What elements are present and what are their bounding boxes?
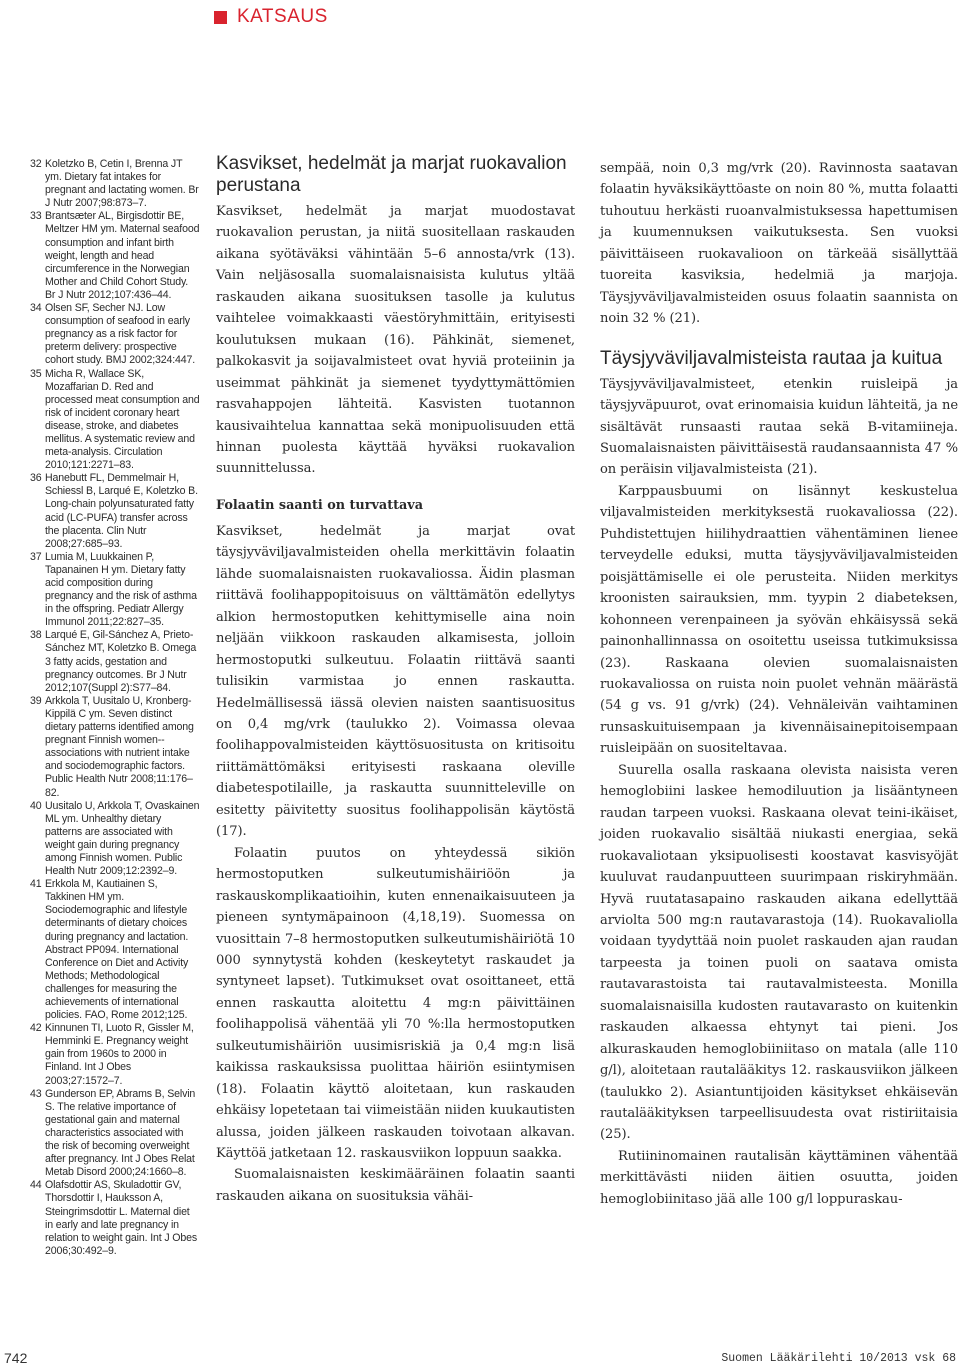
paragraph: Kasvikset, hedelmät ja marjat ovat täysjyväviljavalmisteiden ohella merkittävin folaatin lähde suomalaisnaisten ruokavaliossa. Äidin plasman riittävä foolihappopitoisuus on välttämätön edellytys alkion hermostoputken kehittymiselle aina noin neljään viikkoon raskauden alkamisesta, jolloin hermostoputki sulkeutuu. Folaatin riittävä saanti tulisikin varmistaa jo ennen raskautta. Hedelmällisessä iässä olevien naisten saantisuositus on 0,4 mg/vrk (taulukko 2). Voimassa olevaa foolihappovalmisteiden käyttösuositusta on kritisoitu riittämättömäksi erityisesti raskaana oleville diabetespotilaille, ja raskautta suunnitteleville on esitetty päivitetty suositus foolihappolisän käytöstä (17). <box>216 523 575 840</box>
reference-item <box>30 878 200 1022</box>
reference-number: 41 <box>30 878 42 891</box>
reference-text: Uusitalo U, Arkkola T, Ovaskainen ML ym. Unhealthy dietary patterns are associated with weight gain during pregnancy among Finnish women. Public Health Nutr 2009;12:2392–9. <box>45 799 200 878</box>
reference-number: 39 <box>30 694 42 707</box>
reference-item <box>30 158 200 210</box>
references-list <box>30 158 200 1258</box>
page-number: 742 <box>4 1350 28 1366</box>
paragraph: Folaatin puutos on yhteydessä sikiön hermostoputken sulkeutumishäiriöön ja raskauskomplikaatioihin, kuten ennenaikaisuuteen ja pieneen syntymäpainoon (4,18,19). Suomessa on vuosittain 7–8 hermostoputken sulkeutumishäiriötä 10 000 synnytystä kohden (keskeytetyt raskaudet ja syntyneet lapset). Tutkimukset ovat osoittaneet, että ennen raskautta aloitettu 4 mg:n päivittäinen foolihappolisä vähentää yli 70 %:lla hermostoputken sulkeutumishäiriön uusimisriskiä ja 0,4 mg:n lisä kaikissa raskauksissa puolittaa häiriön esiintymisen (18). Folaatin käyttö aloitetaan, kun raskauden ehkäisy lopetetaan tai viimeistään niiden kuukautisten alussa, joiden jälkeen raskauden toivotaan alkavan. Käyttöä jatketaan 12. raskausviikon loppuun saakka. <box>216 845 575 1162</box>
reference-text: Olafsdottir AS, Skuladottir GV, Thorsdottir I, Hauksson A, Steingrimsdottir L. Maternal diet in early and late pregnancy in relation to weight gain. Int J Obes 2006;30:492–9. <box>45 1179 197 1257</box>
reference-number: 40 <box>30 799 42 812</box>
reference-text: Arkkola T, Uusitalo U, Kronberg-Kippilä C ym. Seven distinct dietary patterns identified among pregnant Finnish women--associations with nutrient intake and sociodemographic factors. Public Health Nutr 2008;11:176–82. <box>45 694 194 799</box>
section-heading-vegetables: Kasvikset, hedelmät ja marjat ruokavalion perustana <box>216 153 567 196</box>
reference-item <box>30 210 200 302</box>
reference-number: 42 <box>30 1022 42 1035</box>
reference-number: 43 <box>30 1087 42 1100</box>
reference-number: 32 <box>30 158 42 170</box>
reference-item <box>30 800 200 879</box>
reference-item <box>30 368 200 473</box>
section-header <box>214 6 328 28</box>
reference-item <box>30 1179 200 1258</box>
reference-item <box>30 629 200 694</box>
reference-text: Micha R, Wallace SK, Mozaffarian D. Red and processed meat consumption and risk of incident coronary heart disease, stroke, and diabetes mellitus. A systematic review and meta-analysis. Circulation 2010;121:2271–83. <box>45 367 200 472</box>
section-label: KATSAUS <box>237 6 328 27</box>
article-column-middle <box>216 153 575 1207</box>
reference-text: Lumia M, Luukkainen P, Tapanainen H ym. Dietary fatty acid composition during pregnancy and the risk of asthma in the offspring. Pediatr Allergy Immunol 2011;22:827–35. <box>45 550 197 629</box>
reference-number: 37 <box>30 550 42 563</box>
reference-item <box>30 695 200 800</box>
reference-text: Gunderson EP, Abrams B, Selvin S. The relative importance of gestational gain and maternal characteristics associated with the risk of becoming overweight after pregnancy. Int J Obes Relat Metab Disord 2000;24:1660–8. <box>45 1087 196 1179</box>
reference-item <box>30 472 200 551</box>
reference-item <box>30 1022 200 1087</box>
section-heading-wholegrain: Täysjyväviljavalmisteista rautaa ja kuitua <box>600 347 943 369</box>
journal-info: Suomen Lääkärilehti 10/2013 vsk 68 <box>721 1352 956 1365</box>
reference-text: Olsen SF, Secher NJ. Low consumption of seafood in early pregnancy as a risk factor for preterm delivery: prospective cohort study. BMJ 2002;324:447. <box>45 302 196 367</box>
reference-text: Larqué E, Gil-Sánchez A, Prieto-Sánchez MT, Koletzko B. Omega 3 fatty acids, gestation and pregnancy outcomes. Br J Nutr 2012;107(Suppl 2):S77–84. <box>45 629 197 694</box>
section-marker-square <box>214 11 227 24</box>
paragraph: Rutiininomainen rautalisän käyttäminen vähentää merkittävästi niiden äitien osuutta, joiden hemoglobiinitaso jää alle 100 g/l loppuraskau- <box>600 1148 958 1207</box>
reference-item <box>30 1088 200 1180</box>
reference-number: 38 <box>30 629 42 642</box>
reference-number: 36 <box>30 472 42 485</box>
paragraph: Täysjyväviljavalmisteet, etenkin ruisleipä ja täysjyväpuurot, ovat erinomaisia kuidun lähteitä, ja ne sisältävät runsaasti rautaa sekä B-vitamiineja. Suomalaisnaisten päivittäisestä raudansaannista 47 % on peräisin viljavalmisteista (21). <box>600 376 958 478</box>
paragraph: Suurella osalla raskaana olevista naisista veren hemoglobiini laskee hemodiluution ja lisääntyneen raudan tarpeen vuoksi. Raskaana olevat teini-ikäiset, joiden ruokavalio sisältää niukasti energiaa, sekä ruokavaliotaan yksipuolisesti koostavat kasvisyöjät kuuluvat raudanpuutteen suurimpaan riskiryhmään. Hyvä ruutatasapaino raskauden aikana edellyttää arviolta 500 mg:n rautavarastoja (14). Ruokavaliolla voidaan tyydyttää noin puolet raskauden ajan raudan tarpeesta ja toinen puoli on saatava omista rautavarastoista tai rautavalmisteesta. Monilla suomalaisnaisilla kudosten rautavarasto on kuitenkin raskauden alkaessa ehtynyt tai pieni. Jos alkuraskauden hemoglobiiniitaso on matala (alle 110 g/l), aloitetaan rautalääkitys 12. raskausviikon jälkeen (taulukko 2). Asiantuntijoiden käsitykset ehkäisevän rautalääkityksen tarpeellisuudesta ovat ristiriitaisia (25). <box>600 762 958 1143</box>
reference-number: 44 <box>30 1179 42 1192</box>
paragraph: Suomalaisnaisten keskimääräinen folaatin saanti raskauden aikana on suosituksia vähäi- <box>216 1167 575 1204</box>
reference-number: 33 <box>30 210 42 223</box>
reference-item <box>30 551 200 630</box>
paragraph: sempää, noin 0,3 mg/vrk (20). Ravinnosta saatavan folaatin hyväksikäyttöaste on noin 80 %, mutta folaatti tuhoutuu herkästi ruoanvalmistuksessa hapettumisen ja kuumennuksen vaikutuksesta. Sen vuoksi päivittäiseen ruokavalioon on tärkeää sisällyttää tuoreita kasviksia, hedelmiä ja marjoja. Täysjyväviljavalmisteiden osuus folaatin saannista on noin 32 % (21). <box>600 161 958 327</box>
reference-text: Erkkola M, Kautiainen S, Takkinen HM ym. Sociodemographic and lifestyle determinants of dietary choices during pregnancy and lactation. Abstract PP094. International Conference on Diet and Activity Methods; Methodological challenges for measuring the achievements of international policies. FAO, Rome 2012;125. <box>45 878 189 1022</box>
paragraph: Kasvikset, hedelmät ja marjat muodostavat ruokavalion perustan, ja niitä suositellaan raskauden aikana syötäväksi vähintään 5–6 annosta/vrk (13). Vain neljäsosalla suomalaisnaisista kulutus yltää raskauden aikana suosituksen tasolle ja kulutus vaihtelee voimakkaasti väestöryhmittäin, erityisesti koulutuksen mukaan (16). Pähkinät, siemenet, palkokasvit ja soijavalmisteet ovat hyviä proteiinin ja useimmat pähkinät ja siemenet tyydyttymättömien rasvahappojen lähteitä. Kasvisten tuotannon kausivaihtelua kannattaa sekä monipuolisuuden että hinnan puolesta käyttää hyväksi ruokavalion suunnittelussa. <box>216 204 575 477</box>
reference-text: Koletzko B, Cetin I, Brenna JT ym. Dietary fat intakes for pregnant and lactating women. Br J Nutr 2007;98:873–7. <box>45 158 199 210</box>
reference-number: 34 <box>30 302 42 315</box>
reference-text: Brantsæter AL, Birgisdottir BE, Meltzer HM ym. Maternal seafood consumption and infant birth weight, length and head circumference in the Norwegian Mother and Child Cohort Study. Br J Nutr 2012;107:436–44. <box>45 210 200 301</box>
paragraph: Karppausbuumi on lisännyt keskustelua viljavalmisteiden merkityksestä ruokavaliossa (22). Puhdistettujen hiilihydraattien vähentäminen lienee terveydelle eduksi, mutta täysjyväviljavalmisteiden poisjättämiselle ei ole perusteita. Niiden merkitys kroonisten sairauksien, mm. tyypin 2 diabeteksen, kohonneen verenpaineen ja syövän ehkäisyssä sekä painonhallinnassa on osoitettu useissa tutkimuksissa (23). Raskaana olevien suomalaisnaisten ruokavaliossa on ruista noin puolet vehnän määrästä (54 g vs. 91 g/vrk) (24). Vehnäleivän vaihtaminen runsaskuituisempaan ja kivennäisainepitoisempaan ruisleipään on suositeltavaa. <box>600 483 958 757</box>
reference-text: Kinnunen TI, Luoto R, Gissler M, Hemminki E. Pregnancy weight gain from 1960s to 2000 in Finland. Int J Obes 2003;27:1572–7. <box>45 1022 194 1087</box>
reference-text: Hanebutt FL, Demmelmair H, Schiessl B, Larqué E, Koletzko B. Long-chain polyunsaturated fatty acid (LC-PUFA) transfer across the placenta. Clin Nutr 2008;27:685–93. <box>45 472 198 550</box>
article-column-right <box>600 158 958 1210</box>
reference-item <box>30 302 200 367</box>
reference-number: 35 <box>30 367 42 380</box>
subheading-folate: Folaatin saanti on turvattava <box>216 497 424 513</box>
